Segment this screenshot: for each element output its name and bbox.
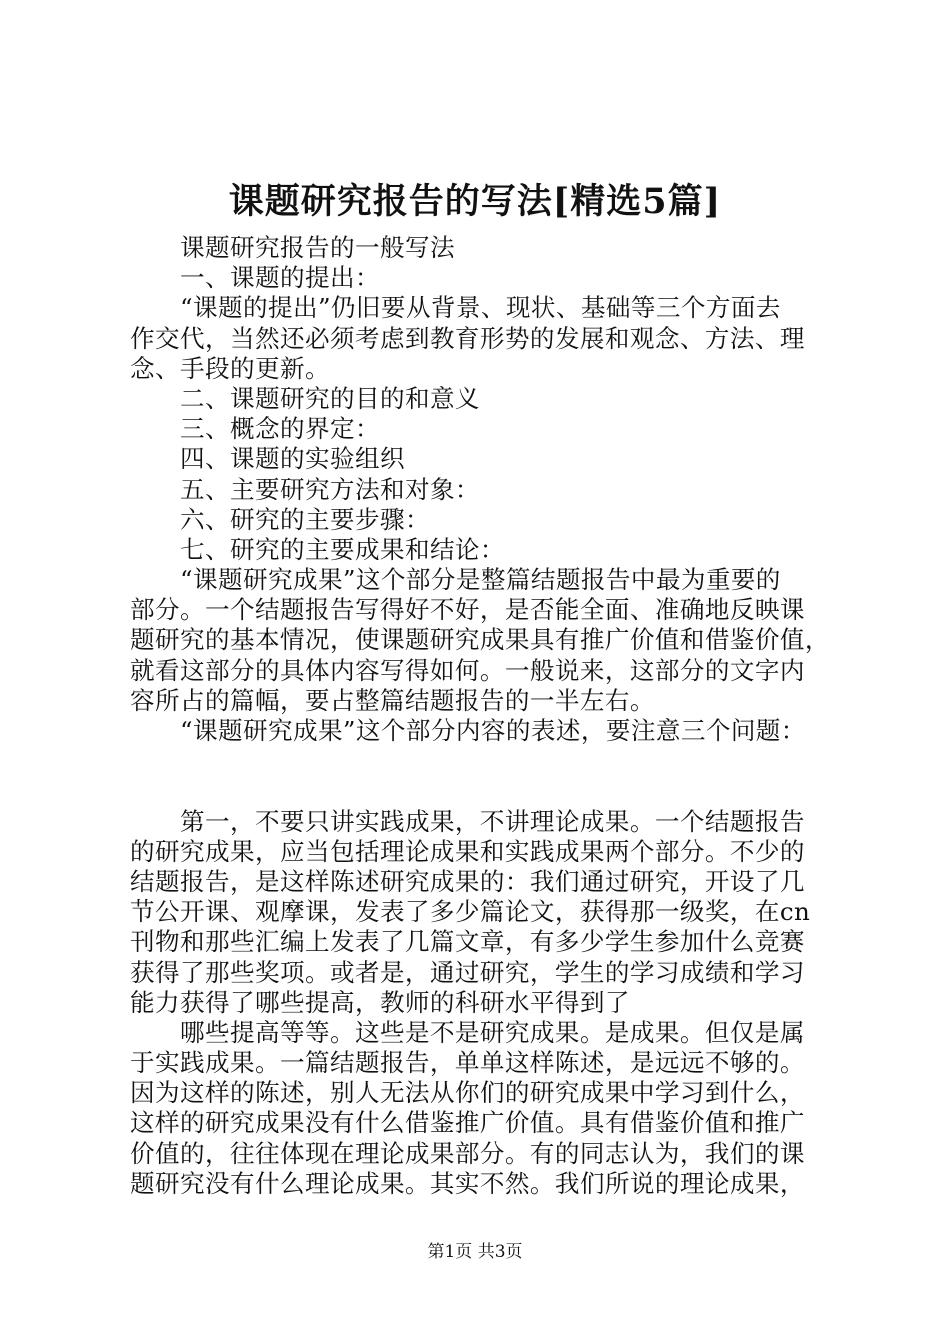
text-line: 于实践成果。一篇结题报告，单单这样陈述，是远远不够的。 bbox=[130, 1048, 805, 1078]
text-line: 三、概念的界定： bbox=[180, 414, 380, 444]
text-line: 能力获得了哪些提高，教师的科研水平得到了 bbox=[130, 987, 630, 1017]
text-line: 题研究的基本情况，使课题研究成果具有推广价值和借鉴价值， bbox=[130, 625, 830, 655]
text-line: 五、主要研究方法和对象： bbox=[180, 474, 480, 504]
text-line: 四、课题的实验组织 bbox=[180, 444, 405, 474]
text-line: 六、研究的主要步骤： bbox=[180, 504, 430, 534]
text-line: 哪些提高等等。这些是不是研究成果。是成果。但仅是属 bbox=[180, 1017, 805, 1047]
text-line: 一、课题的提出： bbox=[180, 263, 380, 293]
text-line: 容所占的篇幅，要占整篇结题报告的一半左右。 bbox=[130, 685, 655, 715]
text-line: 念、手段的更新。 bbox=[130, 353, 330, 383]
text-line: 刊物和那些汇编上发表了几篇文章，有多少学生参加什么竞赛 bbox=[130, 927, 805, 957]
page-footer: 第1页 共3页 bbox=[427, 1242, 523, 1262]
text-line: 就看这部分的具体内容写得如何。一般说来，这部分的文字内 bbox=[130, 655, 805, 685]
text-line: 第一，不要只讲实践成果，不讲理论成果。一个结题报告 bbox=[180, 806, 805, 836]
text-line: “课题研究成果”这个部分内容的表述，要注意三个问题： bbox=[180, 716, 806, 745]
text-line: 二、课题研究的目的和意义 bbox=[180, 383, 480, 413]
text-line: 价值的，往往体现在理论成果部分。有的同志认为，我们的课 bbox=[130, 1138, 805, 1168]
text-line: 这样的研究成果没有什么借鉴推广价值。具有借鉴价值和推广 bbox=[130, 1108, 805, 1138]
text-line: 获得了那些奖项。或者是，通过研究，学生的学习成绩和学习 bbox=[130, 957, 805, 987]
text-line: “课题的提出”仍旧要从背景、现状、基础等三个方面去 bbox=[180, 293, 781, 323]
text-line: 课题研究报告的一般写法 bbox=[180, 233, 455, 262]
text-line: 的研究成果，应当包括理论成果和实践成果两个部分。不少的 bbox=[130, 836, 805, 866]
text-line: 结题报告，是这样陈述研究成果的：我们通过研究，开设了几 bbox=[130, 866, 805, 896]
text-line: 作交代，当然还必须考虑到教育形势的发展和观念、方法、理 bbox=[130, 323, 805, 353]
text-line: 部分。一个结题报告写得好不好，是否能全面、准确地反映课 bbox=[130, 595, 805, 625]
text-line: 七、研究的主要成果和结论： bbox=[180, 534, 505, 564]
document-body bbox=[130, 233, 830, 1199]
text-line: 因为这样的陈述，别人无法从你们的研究成果中学习到什么， bbox=[130, 1078, 805, 1108]
text-line: “课题研究成果”这个部分是整篇结题报告中最为重要的 bbox=[180, 565, 781, 595]
paragraph-gap bbox=[130, 776, 825, 806]
document-title: 课题研究报告的写法[精选5篇] bbox=[228, 181, 722, 222]
text-line: 节公开课、观摩课，发表了多少篇论文，获得那一级奖，在cn bbox=[130, 897, 811, 927]
text-line: 题研究没有什么理论成果。其实不然。我们所说的理论成果， bbox=[130, 1168, 805, 1198]
paragraph-gap bbox=[130, 746, 825, 776]
